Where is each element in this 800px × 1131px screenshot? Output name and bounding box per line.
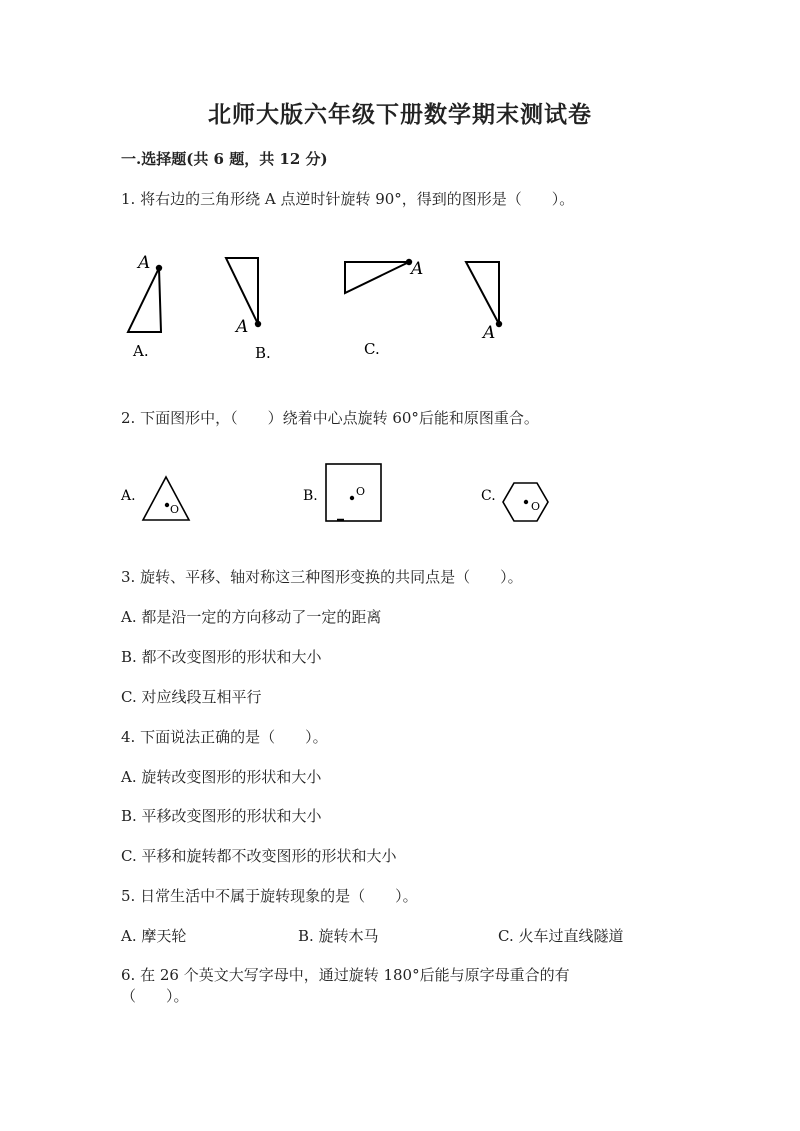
- question-3-option-a: A. 都是沿一定的方向移动了一定的距离: [121, 608, 382, 626]
- option-c-label: C.: [364, 340, 380, 358]
- point-a-dot: [496, 321, 502, 327]
- question-4-text: 4. 下面说法正确的是（ ）。: [121, 728, 328, 746]
- question-5-option-b: B. 旋转木马: [298, 927, 379, 945]
- question-2-figures: [0, 440, 800, 540]
- option-b-square-shape: [326, 464, 381, 521]
- question-5-option-a: A. 摩天轮: [121, 927, 187, 945]
- option-a-triangle-shape: [143, 477, 189, 520]
- question-6-text-line1: 6. 在 26 个英文大写字母中，通过旋转 180°后能与原字母重合的有: [121, 966, 570, 984]
- option-c-label: C.: [481, 488, 496, 504]
- option-a-label: A.: [121, 488, 136, 504]
- center-label: O: [170, 503, 180, 516]
- option-a-label: A.: [133, 342, 149, 360]
- option-c-triangle: [345, 262, 409, 293]
- question-6-text-line2: （ ）。: [121, 987, 189, 1005]
- question-5-option-c: C. 火车过直线隧道: [498, 927, 624, 945]
- question-3-text: 3. 旋转、平移、轴对称这三种图形变换的共同点是（ ）。: [121, 568, 523, 586]
- option-b-label: B.: [303, 488, 318, 504]
- question-1-text: 1. 将右边的三角形绕 A 点逆时针旋转 90°，得到的图形是（ ）。: [121, 190, 575, 208]
- point-a-dot: [156, 265, 162, 271]
- center-dot: [524, 500, 528, 504]
- point-a-label: A: [411, 259, 424, 279]
- question-4-option-b: B. 平移改变图形的形状和大小: [121, 807, 322, 825]
- point-a-label: A: [483, 323, 496, 343]
- question-2-text: 2. 下面图形中，（ ）绕着中心点旋转 60°后能和原图重合。: [121, 409, 539, 427]
- point-a-label: A: [138, 253, 151, 273]
- question-4-option-c: C. 平移和旋转都不改变图形的形状和大小: [121, 847, 397, 865]
- original-triangle: [128, 268, 161, 332]
- center-dot: [350, 496, 354, 500]
- question-1-figures: [0, 0, 800, 380]
- point-a-dot: [255, 321, 261, 327]
- center-label: O: [356, 485, 366, 498]
- option-b-label: B.: [255, 344, 271, 362]
- center-label: O: [531, 500, 541, 513]
- center-dot: [165, 503, 169, 507]
- option-b-triangle: [226, 258, 258, 324]
- option-d-triangle: [466, 262, 499, 324]
- question-3-option-c: C. 对应线段互相平行: [121, 688, 262, 706]
- question-5-text: 5. 日常生活中不属于旋转现象的是（ ）。: [121, 887, 418, 905]
- question-3-option-b: B. 都不改变图形的形状和大小: [121, 648, 322, 666]
- point-a-label: A: [236, 317, 249, 337]
- page-title: 北师大版六年级下册数学期末测试卷: [208, 101, 592, 128]
- question-4-option-a: A. 旋转改变图形的形状和大小: [121, 768, 322, 786]
- section-heading: 一.选择题(共 6 题，共 12 分): [121, 150, 328, 168]
